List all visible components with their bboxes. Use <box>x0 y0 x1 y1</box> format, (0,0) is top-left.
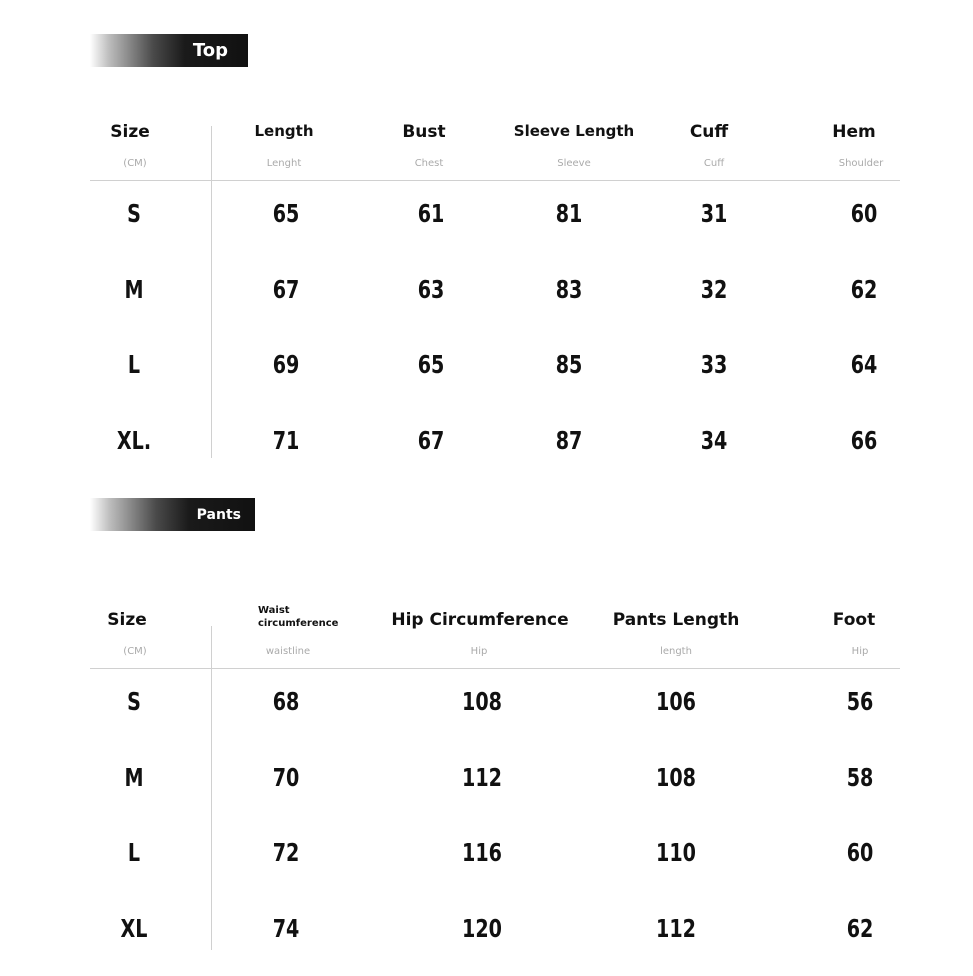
cell-waist: 68 <box>272 687 300 716</box>
cell-size: XL. <box>116 425 152 455</box>
cell-pants-length: 106 <box>656 687 696 716</box>
subheader-length: length <box>660 646 692 657</box>
subheader-foot: Hip <box>851 646 869 657</box>
subheader-cuff: Cuff <box>703 158 725 169</box>
cell-size: S <box>127 199 141 228</box>
table-header-row <box>90 118 900 152</box>
cell-size: L <box>127 350 141 379</box>
cell-size: M <box>124 762 144 792</box>
cell-sleeve-length: 85 <box>555 350 583 379</box>
cell-length: 65 <box>272 199 300 228</box>
cell-pants-length: 110 <box>656 838 696 867</box>
table-row <box>90 669 900 745</box>
cell-hip: 120 <box>462 913 502 943</box>
cell-cuff: 34 <box>700 425 728 455</box>
header-size: Size <box>110 122 150 142</box>
cell-hem: 66 <box>850 425 878 455</box>
cell-pants-length: 112 <box>656 913 696 943</box>
pants-section-title: Pants <box>196 506 241 523</box>
subheader-sleeve: Sleeve <box>557 158 591 169</box>
top-section-banner <box>90 34 248 67</box>
cell-pants-length: 108 <box>656 762 696 792</box>
table-row <box>90 820 900 896</box>
cell-hip: 112 <box>462 762 502 792</box>
subheader-length: Lenght <box>266 158 302 169</box>
header-cuff: Cuff <box>689 122 729 142</box>
table-row <box>90 896 900 972</box>
cell-waist: 72 <box>272 838 300 867</box>
table-row <box>90 745 900 821</box>
table-row <box>90 257 900 333</box>
subheader-hem: Shoulder <box>838 158 884 169</box>
cell-hem: 64 <box>850 350 878 379</box>
cell-foot: 62 <box>846 913 874 943</box>
subheader-bust: Chest <box>414 158 444 169</box>
header-hip-circumference: Hip Circumference <box>391 610 569 630</box>
cell-cuff: 31 <box>700 199 728 228</box>
header-hem: Hem <box>832 122 876 142</box>
header-foot: Foot <box>832 610 876 630</box>
table-subheader-row <box>90 152 900 181</box>
cell-hip: 116 <box>462 838 502 867</box>
table-row <box>90 332 900 408</box>
top-section-title: Top <box>192 40 228 61</box>
pants-size-table <box>90 606 900 971</box>
cell-bust: 65 <box>417 350 445 379</box>
header-size: Size <box>107 610 147 630</box>
cell-foot: 60 <box>846 838 874 867</box>
subheader-hip: Hip <box>470 646 488 657</box>
cell-cuff: 32 <box>700 274 728 304</box>
subheader-waistline: waistline <box>265 646 311 657</box>
cell-bust: 67 <box>417 425 445 455</box>
cell-size: S <box>127 687 141 716</box>
header-pants-length: Pants Length <box>612 610 740 630</box>
table-subheader-row <box>90 640 900 669</box>
cell-size: L <box>127 838 141 867</box>
cell-length: 69 <box>272 350 300 379</box>
cell-size: XL <box>120 913 148 943</box>
cell-length: 67 <box>272 274 300 304</box>
header-waist-circumference: Waist circumference <box>258 605 339 629</box>
cell-cuff: 33 <box>700 350 728 379</box>
cell-sleeve-length: 87 <box>555 425 583 455</box>
cell-waist: 74 <box>272 913 300 943</box>
subheader-size: (CM) <box>123 158 147 169</box>
cell-size: M <box>124 274 144 304</box>
subheader-size: (CM) <box>123 646 147 657</box>
cell-hip: 108 <box>462 687 502 716</box>
top-size-table <box>90 118 900 483</box>
cell-bust: 63 <box>417 274 445 304</box>
header-sleeve-length: Sleeve Length <box>513 122 635 140</box>
cell-hem: 62 <box>850 274 878 304</box>
header-length: Length <box>254 122 314 140</box>
table-row <box>90 408 900 484</box>
pants-section-banner <box>90 498 255 531</box>
cell-hem: 60 <box>850 199 878 228</box>
cell-sleeve-length: 81 <box>555 199 583 228</box>
header-bust: Bust <box>402 122 446 142</box>
table-row <box>90 181 900 257</box>
cell-waist: 70 <box>272 762 300 792</box>
cell-foot: 58 <box>846 762 874 792</box>
cell-length: 71 <box>272 425 300 455</box>
cell-bust: 61 <box>417 199 445 228</box>
cell-foot: 56 <box>846 687 874 716</box>
cell-sleeve-length: 83 <box>555 274 583 304</box>
table-header-row <box>90 606 900 640</box>
